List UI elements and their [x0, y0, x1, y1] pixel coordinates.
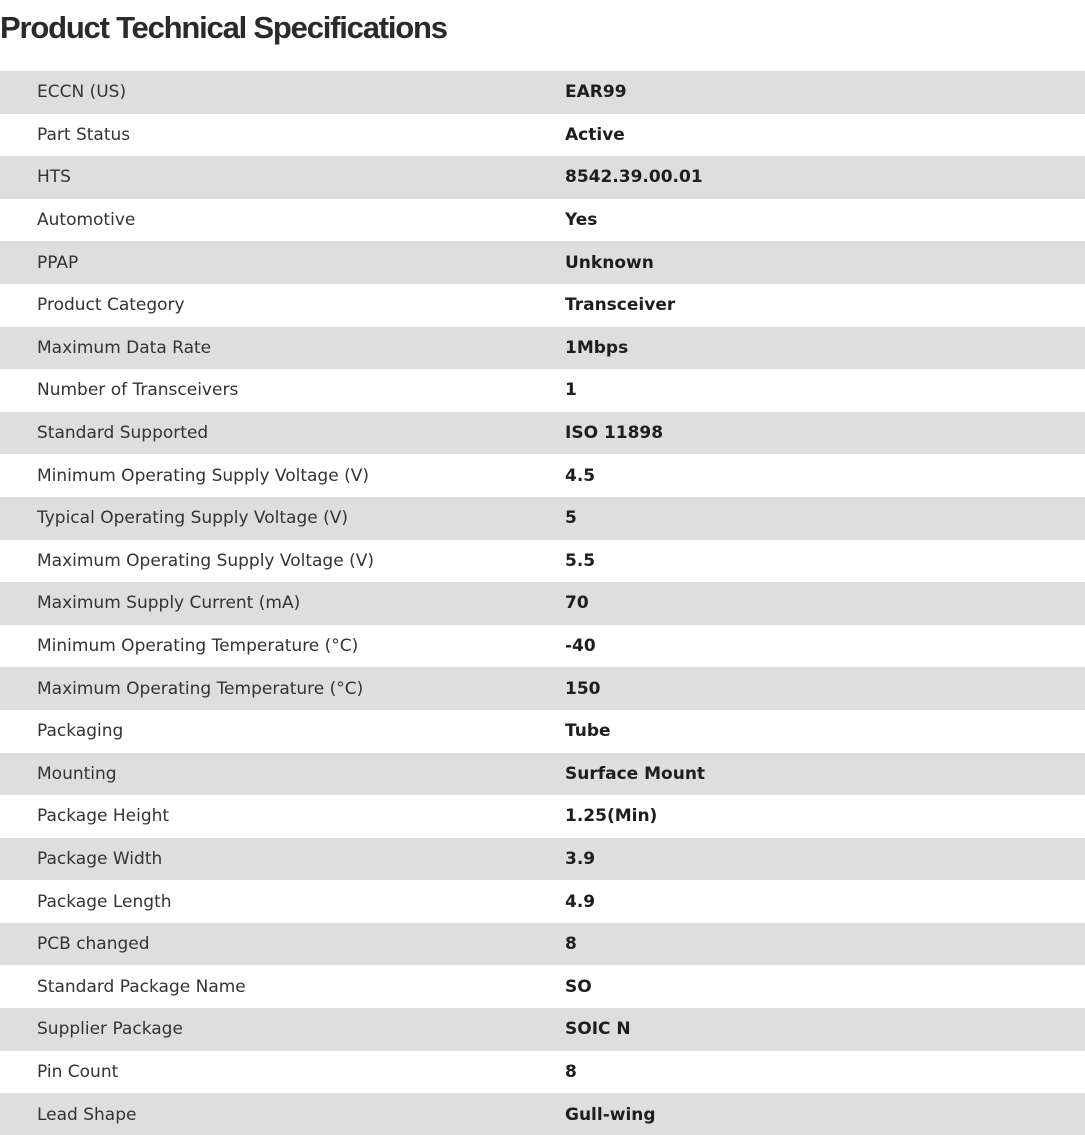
- spec-value: Yes: [565, 210, 598, 231]
- spec-label: Supplier Package: [37, 1019, 183, 1040]
- spec-label: Package Length: [37, 891, 172, 912]
- spec-label: Minimum Operating Temperature (°C): [37, 636, 359, 657]
- spec-label: Automotive: [37, 210, 136, 231]
- spec-row: [0, 156, 1085, 199]
- spec-label: Packaging: [37, 721, 124, 742]
- spec-row: [0, 284, 1085, 327]
- spec-label: Typical Operating Supply Voltage (V): [37, 508, 348, 529]
- spec-label: Standard Package Name: [37, 976, 246, 997]
- spec-label: Pin Count: [37, 1061, 119, 1082]
- spec-value: EAR99: [565, 82, 627, 103]
- spec-label: PPAP: [37, 252, 79, 273]
- spec-label: HTS: [37, 167, 71, 188]
- spec-value: Active: [565, 124, 625, 145]
- spec-value: 3.9: [565, 848, 596, 869]
- spec-value: -40: [565, 636, 596, 657]
- spec-value: 150: [565, 678, 601, 699]
- spec-row: [0, 710, 1085, 753]
- page-title: Product Technical Specifications: [0, 10, 447, 45]
- spec-value: 4.9: [565, 891, 596, 912]
- spec-table: [0, 71, 1085, 1135]
- spec-value: 5.5: [565, 550, 596, 571]
- spec-value: SO: [565, 976, 592, 997]
- spec-row: [0, 753, 1085, 796]
- spec-row: [0, 114, 1085, 157]
- spec-value: Surface Mount: [565, 763, 706, 784]
- spec-row: [0, 199, 1085, 242]
- spec-value: Unknown: [565, 252, 654, 273]
- spec-value: 1.25(Min): [565, 806, 658, 827]
- spec-label: Product Category: [37, 295, 185, 316]
- spec-row: [0, 1093, 1085, 1135]
- spec-value: 1Mbps: [565, 337, 629, 358]
- spec-row: [0, 1008, 1085, 1051]
- spec-label: Maximum Supply Current (mA): [37, 593, 301, 614]
- spec-row: [0, 965, 1085, 1008]
- spec-label: Maximum Data Rate: [37, 337, 212, 358]
- spec-value: ISO 11898: [565, 423, 664, 444]
- spec-value: Transceiver: [565, 295, 676, 316]
- spec-row: [0, 795, 1085, 838]
- spec-row: [0, 241, 1085, 284]
- spec-label: Minimum Operating Supply Voltage (V): [37, 465, 369, 486]
- spec-label: Part Status: [37, 124, 131, 145]
- spec-value: 5: [565, 508, 577, 529]
- spec-row: [0, 625, 1085, 668]
- spec-row: [0, 838, 1085, 881]
- spec-value: 1: [565, 380, 577, 401]
- spec-value: SOIC N: [565, 1019, 631, 1040]
- spec-row: [0, 454, 1085, 497]
- spec-label: Maximum Operating Supply Voltage (V): [37, 550, 374, 571]
- spec-value: 8: [565, 1061, 577, 1082]
- spec-label: Number of Transceivers: [37, 380, 239, 401]
- spec-value: Tube: [565, 721, 611, 742]
- spec-row: [0, 667, 1085, 710]
- spec-value: 70: [565, 593, 589, 614]
- spec-row: [0, 540, 1085, 583]
- spec-label: PCB changed: [37, 934, 150, 955]
- spec-row: [0, 582, 1085, 625]
- spec-row: [0, 71, 1085, 114]
- spec-label: Package Height: [37, 806, 170, 827]
- spec-value: Gull-wing: [565, 1104, 656, 1125]
- spec-label: ECCN (US): [37, 82, 127, 103]
- spec-label: Mounting: [37, 763, 117, 784]
- spec-label: Package Width: [37, 848, 163, 869]
- spec-row: [0, 497, 1085, 540]
- spec-label: Standard Supported: [37, 423, 209, 444]
- spec-row: [0, 1051, 1085, 1094]
- spec-value: 8542.39.00.01: [565, 167, 703, 188]
- spec-row: [0, 880, 1085, 923]
- spec-value: 4.5: [565, 465, 596, 486]
- spec-label: Lead Shape: [37, 1104, 137, 1125]
- spec-value: 8: [565, 934, 577, 955]
- spec-row: [0, 327, 1085, 370]
- spec-row: [0, 923, 1085, 966]
- spec-row: [0, 369, 1085, 412]
- spec-row: [0, 412, 1085, 455]
- spec-label: Maximum Operating Temperature (°C): [37, 678, 364, 699]
